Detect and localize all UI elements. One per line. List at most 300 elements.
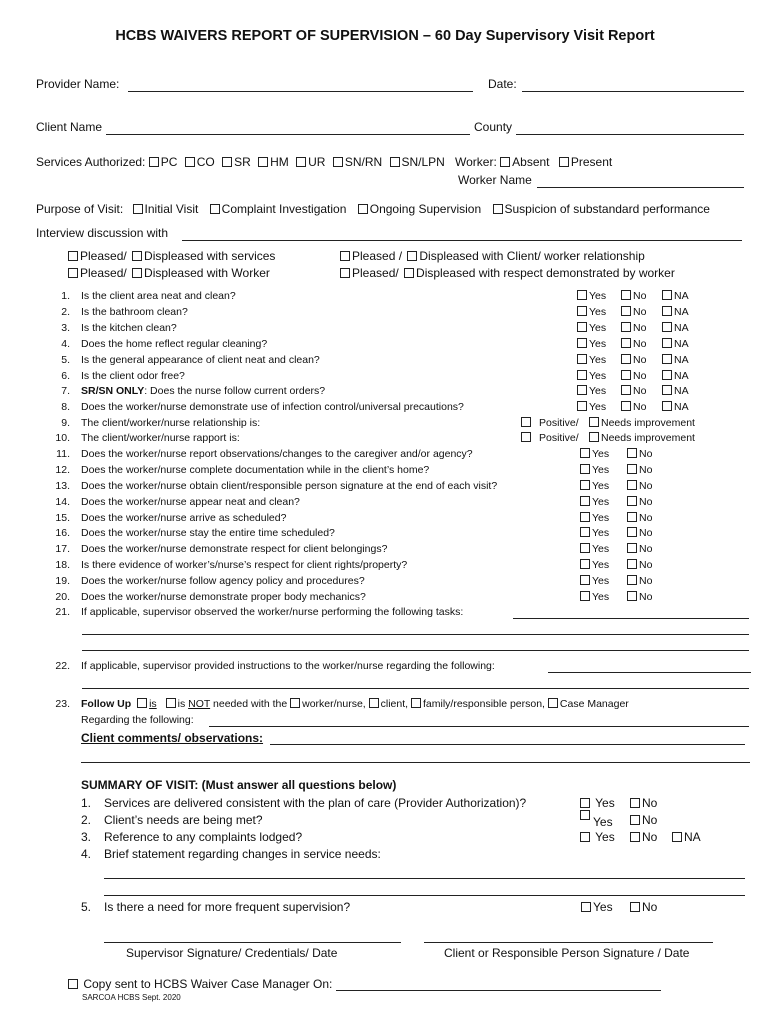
question-row <box>0 322 770 336</box>
question-row <box>0 559 770 573</box>
no-checkbox[interactable] <box>621 370 631 380</box>
question-text: The client/worker/nurse relationship is: <box>81 417 261 429</box>
summary-item-number: 2. <box>81 813 92 827</box>
no-checkbox[interactable] <box>627 543 637 553</box>
question-row <box>0 448 770 462</box>
summary-na-option <box>672 830 701 844</box>
supervisor-signature-field[interactable] <box>104 942 401 943</box>
yes-label: Yes <box>589 322 607 334</box>
interview-respect-row <box>340 266 675 280</box>
question-text: Is the client area neat and clean? <box>81 290 236 302</box>
question-bold-prefix: SR/SN ONLY <box>81 385 145 397</box>
yes-label: Yes <box>592 527 610 539</box>
no-checkbox[interactable] <box>627 448 637 458</box>
interview-label: Interview discussion with <box>36 226 169 240</box>
interview-worker-row <box>68 266 270 280</box>
yes-checkbox[interactable] <box>580 512 590 522</box>
followup-worker-checkbox[interactable] <box>290 698 300 708</box>
yes-checkbox[interactable] <box>577 354 587 364</box>
question-number: 16. <box>55 527 70 539</box>
na-label: NA <box>684 830 701 844</box>
no-label: No <box>639 512 653 524</box>
followup-is-not-checkbox[interactable] <box>166 698 176 708</box>
question-number: 5. <box>61 354 70 366</box>
question-number: 18. <box>55 559 70 571</box>
purpose-ongoing-label: Ongoing Supervision <box>369 202 482 216</box>
na-checkbox[interactable] <box>662 401 672 411</box>
yes-checkbox[interactable] <box>580 832 590 842</box>
pleased-services-checkbox[interactable] <box>68 251 78 261</box>
needs-improvement-checkbox[interactable] <box>589 417 599 427</box>
provider-name-label: Provider Name: <box>36 77 120 91</box>
yes-label: Yes <box>592 543 610 555</box>
displeased-respect-checkbox[interactable] <box>404 268 414 278</box>
yes-checkbox[interactable] <box>577 290 587 300</box>
copy-sent-checkbox[interactable] <box>68 979 78 989</box>
question-row <box>0 543 770 557</box>
purpose-initial-label: Initial Visit <box>144 202 199 216</box>
no-label: No <box>639 575 653 587</box>
purpose-label: Purpose of Visit: <box>36 202 124 216</box>
followup-is-not-label-1: is <box>177 698 186 710</box>
no-label: No <box>642 796 658 810</box>
na-checkbox[interactable] <box>662 290 672 300</box>
question-row <box>0 496 770 510</box>
positive-checkbox[interactable] <box>521 417 531 427</box>
no-checkbox[interactable] <box>627 591 637 601</box>
question-number: 7. <box>61 385 70 397</box>
question-row <box>0 512 770 526</box>
summary-item-text: Client’s needs are being met? <box>104 813 263 827</box>
service-needs-field-line[interactable] <box>104 895 745 896</box>
question-row <box>0 401 770 415</box>
followup-case-manager-label: Case Manager <box>559 698 629 710</box>
na-label: NA <box>674 306 689 318</box>
yes-checkbox[interactable] <box>577 338 587 348</box>
yes-label: Yes <box>593 900 613 914</box>
needs-improvement-label: Needs improvement <box>601 417 695 429</box>
client-comments-field-line[interactable] <box>81 762 750 763</box>
services-authorized-row <box>36 155 445 169</box>
yes-label: Yes <box>589 401 607 413</box>
no-checkbox[interactable] <box>630 902 640 912</box>
na-checkbox[interactable] <box>672 832 682 842</box>
yes-label: Yes <box>592 464 610 476</box>
yes-checkbox[interactable] <box>581 902 591 912</box>
no-label: No <box>642 900 658 914</box>
question-row <box>0 306 770 320</box>
question-number: 4. <box>61 338 70 350</box>
question-text: Is there evidence of worker’s/nurse’s respect for client rights/property? <box>81 559 408 571</box>
question-row <box>0 370 770 384</box>
no-label: No <box>633 290 647 302</box>
displeased-relationship-label: Displeased with Client/ worker relationship <box>419 249 645 263</box>
positive-checkbox[interactable] <box>521 432 531 442</box>
no-checkbox[interactable] <box>627 512 637 522</box>
no-checkbox[interactable] <box>627 527 637 537</box>
followup-client-checkbox[interactable] <box>369 698 379 708</box>
interview-services-row <box>68 249 275 263</box>
followup-is-label: is <box>149 698 157 710</box>
question-text: Does the worker/nurse complete documentation while in the client’s home? <box>81 464 430 476</box>
followup-needed-text: needed with the <box>213 698 288 710</box>
no-checkbox[interactable] <box>630 815 640 825</box>
pleased-respect-label: Pleased/ <box>352 266 399 280</box>
yes-checkbox[interactable] <box>580 448 590 458</box>
yes-label: Yes <box>595 830 615 844</box>
service-sr-label: SR <box>234 155 251 169</box>
purpose-row <box>36 202 710 216</box>
purpose-ongoing-checkbox[interactable] <box>358 204 368 214</box>
question-text: Does the worker/nurse arrive as scheduled? <box>81 512 287 524</box>
question-row <box>0 527 770 541</box>
pleased-respect-checkbox[interactable] <box>340 268 350 278</box>
question-row <box>0 338 770 352</box>
na-label: NA <box>674 401 689 413</box>
pleased-services-label: Pleased/ <box>80 249 127 263</box>
date-label: Date: <box>488 77 517 91</box>
question-text: Does the worker/nurse appear neat and clean? <box>81 496 300 508</box>
followup-is-not-label-2: NOT <box>188 698 211 710</box>
client-signature-field[interactable] <box>424 942 713 943</box>
followup-case-manager-checkbox[interactable] <box>548 698 558 708</box>
na-label: NA <box>674 322 689 334</box>
tasks-field[interactable] <box>513 618 749 619</box>
na-checkbox[interactable] <box>662 370 672 380</box>
question-text: Does the worker/nurse demonstrate respect for client belongings? <box>81 543 388 555</box>
no-label: No <box>639 448 653 460</box>
form-title: HCBS WAIVERS REPORT OF SUPERVISION – 60 Day Supervisory Visit Report <box>115 28 655 44</box>
question-row <box>0 385 770 399</box>
question-number: 13. <box>55 480 70 492</box>
client-comments-label: Client comments/ observations: <box>81 731 264 745</box>
county-label: County <box>474 120 513 134</box>
yes-label: Yes <box>589 306 607 318</box>
service-needs-field[interactable] <box>104 878 745 879</box>
yes-checkbox[interactable] <box>580 810 590 820</box>
no-label: No <box>633 322 647 334</box>
na-checkbox[interactable] <box>662 306 672 316</box>
question-text: Is the general appearance of client neat and clean? <box>81 354 320 366</box>
yes-label: Yes <box>592 448 610 460</box>
summary-no-option <box>630 900 657 914</box>
no-checkbox[interactable] <box>627 575 637 585</box>
question-text: If applicable, supervisor provided instructions to the worker/nurse regarding the following: <box>81 660 495 672</box>
pleased-relationship-label: Pleased / <box>352 249 403 263</box>
yes-checkbox[interactable] <box>577 385 587 395</box>
worker-name-field[interactable] <box>537 187 744 188</box>
question-row <box>0 432 770 446</box>
service-co-label: CO <box>196 155 215 169</box>
no-checkbox[interactable] <box>627 464 637 474</box>
footer-text: SARCOA HCBS Sept. 2020 <box>82 993 181 1002</box>
yes-checkbox[interactable] <box>577 370 587 380</box>
no-label: No <box>633 401 647 413</box>
instructions-field[interactable] <box>548 672 751 673</box>
no-label: No <box>639 464 653 476</box>
no-checkbox[interactable] <box>621 306 631 316</box>
question-text: Does the worker/nurse demonstrate use of infection control/universal precautions? <box>81 401 464 413</box>
na-label: NA <box>674 338 689 350</box>
summary-item-number: 3. <box>81 830 92 844</box>
yes-checkbox[interactable] <box>580 591 590 601</box>
question-number: 11. <box>56 448 70 460</box>
no-label: No <box>633 338 647 350</box>
question-text: Is the client odor free? <box>81 370 185 382</box>
question-number: 12. <box>55 464 70 476</box>
na-label: NA <box>674 290 689 302</box>
copy-sent-date-field[interactable] <box>336 990 661 991</box>
positive-label: Positive/ <box>539 432 579 444</box>
yes-checkbox[interactable] <box>580 464 590 474</box>
no-label: No <box>639 496 653 508</box>
yes-label: Yes <box>589 354 607 366</box>
question-text: : Does the nurse follow current orders? <box>144 385 326 397</box>
yes-label: Yes <box>589 370 607 382</box>
purpose-suspicion-label: Suspicion of substandard performance <box>504 202 710 216</box>
question-number: 23. <box>55 698 70 710</box>
yes-label: Yes <box>589 290 607 302</box>
pleased-worker-checkbox[interactable] <box>68 268 78 278</box>
yes-label: Yes <box>592 559 610 571</box>
purpose-complaint-checkbox[interactable] <box>210 204 220 214</box>
copy-sent-row <box>68 977 332 991</box>
question-text: Does the home reflect regular cleaning? <box>81 338 268 350</box>
question-row <box>0 480 770 494</box>
yes-checkbox[interactable] <box>580 798 590 808</box>
question-text: Is the bathroom clean? <box>81 306 188 318</box>
no-checkbox[interactable] <box>621 354 631 364</box>
worker-present-checkbox[interactable] <box>559 157 569 167</box>
no-label: No <box>642 830 658 844</box>
summary-item-text: Reference to any complaints lodged? <box>104 830 303 844</box>
yes-label: Yes <box>592 591 610 603</box>
service-ur-checkbox[interactable] <box>296 157 306 167</box>
worker-name-label: Worker Name <box>458 173 532 187</box>
question-number: 6. <box>61 370 70 382</box>
na-label: NA <box>674 370 689 382</box>
copy-sent-label: Copy sent to HCBS Waiver Case Manager On: <box>83 977 333 991</box>
service-snlpn-checkbox[interactable] <box>390 157 400 167</box>
followup-row <box>0 698 770 712</box>
question-number: 19. <box>55 575 70 587</box>
question-row <box>0 417 770 431</box>
question-row <box>0 354 770 368</box>
question-row <box>0 290 770 304</box>
followup-family-label: family/responsible person, <box>423 698 545 710</box>
summary-yes-label: Yes <box>593 815 613 829</box>
question-number: 20. <box>55 591 70 603</box>
summary-heading: SUMMARY OF VISIT: (Must answer all questions below) <box>81 778 397 792</box>
no-label: No <box>639 543 653 555</box>
yes-checkbox[interactable] <box>580 527 590 537</box>
service-sr-checkbox[interactable] <box>222 157 232 167</box>
yes-label: Yes <box>595 796 615 810</box>
purpose-suspicion-checkbox[interactable] <box>493 204 503 214</box>
date-field[interactable] <box>522 91 744 92</box>
client-signature-label: Client or Responsible Person Signature / Date <box>444 946 690 960</box>
no-label: No <box>633 306 647 318</box>
question-number: 1. <box>61 290 70 302</box>
displeased-worker-label: Displeased with Worker <box>144 266 270 280</box>
instructions-field-line[interactable] <box>82 688 749 689</box>
no-label: No <box>642 813 658 827</box>
displeased-services-checkbox[interactable] <box>132 251 142 261</box>
summary-yes-option <box>581 900 613 914</box>
no-label: No <box>639 480 653 492</box>
no-checkbox[interactable] <box>621 385 631 395</box>
worker-present-label: Present <box>570 155 613 169</box>
yes-checkbox[interactable] <box>580 496 590 506</box>
summary-item-number: 1. <box>81 796 92 810</box>
yes-checkbox[interactable] <box>577 401 587 411</box>
question-number: 3. <box>61 322 70 334</box>
provider-name-field[interactable] <box>128 91 473 92</box>
summary-item-number: 4. <box>81 847 92 861</box>
no-checkbox[interactable] <box>627 496 637 506</box>
no-label: No <box>639 591 653 603</box>
no-label: No <box>633 354 647 366</box>
client-name-label: Client Name <box>36 120 103 134</box>
na-label: NA <box>674 385 689 397</box>
yes-checkbox[interactable] <box>580 480 590 490</box>
question-number: 22. <box>55 660 70 672</box>
na-checkbox[interactable] <box>662 354 672 364</box>
question-number: 14. <box>55 496 70 508</box>
interview-relationship-row <box>340 249 645 263</box>
yes-checkbox[interactable] <box>580 575 590 585</box>
yes-label: Yes <box>592 512 610 524</box>
question-number: 2. <box>61 306 70 318</box>
followup-client-label: client, <box>380 698 409 710</box>
question-row <box>0 591 770 605</box>
no-checkbox[interactable] <box>621 401 631 411</box>
question-row <box>0 575 770 589</box>
summary-no-option <box>630 796 657 810</box>
summary-no-option <box>630 813 657 827</box>
question-number: 8. <box>61 401 70 413</box>
service-hm-checkbox[interactable] <box>258 157 268 167</box>
no-checkbox[interactable] <box>630 832 640 842</box>
summary-item-number: 5. <box>81 900 92 914</box>
supervisor-signature-label: Supervisor Signature/ Credentials/ Date <box>126 946 338 960</box>
purpose-initial-checkbox[interactable] <box>133 204 143 214</box>
followup-family-checkbox[interactable] <box>411 698 421 708</box>
no-checkbox[interactable] <box>630 798 640 808</box>
question-number: 17. <box>55 543 70 555</box>
service-ur-label: UR <box>308 155 326 169</box>
no-checkbox[interactable] <box>627 480 637 490</box>
followup-label: Follow Up <box>81 698 132 710</box>
tasks-field-line[interactable] <box>82 650 749 651</box>
yes-label: Yes <box>592 575 610 587</box>
client-comments-field[interactable] <box>270 744 745 745</box>
displeased-services-label: Displeased with services <box>144 249 276 263</box>
service-pc-label: PC <box>160 155 178 169</box>
service-snrn-checkbox[interactable] <box>333 157 343 167</box>
no-checkbox[interactable] <box>621 338 631 348</box>
question-text: The client/worker/nurse rapport is: <box>81 432 240 444</box>
service-snrn-label: SN/RN <box>344 155 383 169</box>
question-text: Does the worker/nurse stay the entire time scheduled? <box>81 527 335 539</box>
displeased-relationship-checkbox[interactable] <box>407 251 417 261</box>
regarding-field[interactable] <box>209 726 749 727</box>
service-pc-checkbox[interactable] <box>149 157 159 167</box>
worker-absent-label: Absent <box>512 155 550 169</box>
question-number: 21. <box>55 606 70 618</box>
positive-label: Positive/ <box>539 417 579 429</box>
summary-yes-option <box>580 808 592 822</box>
question-row <box>0 464 770 478</box>
tasks-field-line[interactable] <box>82 634 749 635</box>
county-field[interactable] <box>516 134 744 135</box>
question-number: 15. <box>55 512 70 524</box>
no-checkbox[interactable] <box>621 290 631 300</box>
yes-checkbox[interactable] <box>577 306 587 316</box>
yes-label: Yes <box>592 480 610 492</box>
worker-label: Worker: <box>455 155 497 169</box>
needs-improvement-label: Needs improvement <box>601 432 695 444</box>
client-name-field[interactable] <box>106 134 470 135</box>
question-text: If applicable, supervisor observed the worker/nurse performing the following tasks: <box>81 606 464 618</box>
regarding-label: Regarding the following: <box>81 714 194 726</box>
yes-checkbox[interactable] <box>577 322 587 332</box>
summary-yes-option <box>580 830 615 844</box>
na-checkbox[interactable] <box>662 385 672 395</box>
worker-status-row <box>455 155 612 169</box>
yes-checkbox[interactable] <box>580 559 590 569</box>
question-number: 9. <box>61 417 70 429</box>
pleased-relationship-checkbox[interactable] <box>340 251 350 261</box>
service-hm-label: HM <box>270 155 289 169</box>
purpose-complaint-label: Complaint Investigation <box>221 202 347 216</box>
na-checkbox[interactable] <box>662 322 672 332</box>
summary-no-option <box>630 830 657 844</box>
displeased-respect-label: Displeased with respect demonstrated by worker <box>416 266 675 280</box>
followup-is-checkbox[interactable] <box>137 698 147 708</box>
no-label: No <box>633 385 647 397</box>
yes-label: Yes <box>589 385 607 397</box>
summary-item-text: Services are delivered consistent with the plan of care (Provider Authorization)? <box>104 796 527 810</box>
no-checkbox[interactable] <box>627 559 637 569</box>
service-snlpn-label: SN/LPN <box>401 155 445 169</box>
summary-item-text: Brief statement regarding changes in service needs: <box>104 847 381 861</box>
services-authorized-label: Services Authorized: <box>36 155 146 169</box>
na-label: NA <box>674 354 689 366</box>
question-text: Does the worker/nurse demonstrate proper body mechanics? <box>81 591 366 603</box>
question-text: Does the worker/nurse report observations/changes to the caregiver and/or agency? <box>81 448 473 460</box>
question-text: Is the kitchen clean? <box>81 322 177 334</box>
service-co-checkbox[interactable] <box>185 157 195 167</box>
needs-improvement-checkbox[interactable] <box>589 432 599 442</box>
pleased-worker-label: Pleased/ <box>80 266 127 280</box>
no-label: No <box>639 527 653 539</box>
interview-field[interactable] <box>182 240 742 241</box>
followup-worker-label: worker/nurse, <box>302 698 366 710</box>
na-checkbox[interactable] <box>662 338 672 348</box>
no-checkbox[interactable] <box>621 322 631 332</box>
no-label: No <box>633 370 647 382</box>
yes-label: Yes <box>589 338 607 350</box>
worker-absent-checkbox[interactable] <box>500 157 510 167</box>
yes-label: Yes <box>592 496 610 508</box>
displeased-worker-checkbox[interactable] <box>132 268 142 278</box>
question-text: Does the worker/nurse obtain client/responsible person signature at the end of each visit? <box>81 480 498 492</box>
summary-item-text: Is there a need for more frequent supervision? <box>104 900 351 914</box>
yes-checkbox[interactable] <box>580 543 590 553</box>
question-text: Does the worker/nurse follow agency policy and procedures? <box>81 575 365 587</box>
no-label: No <box>639 559 653 571</box>
